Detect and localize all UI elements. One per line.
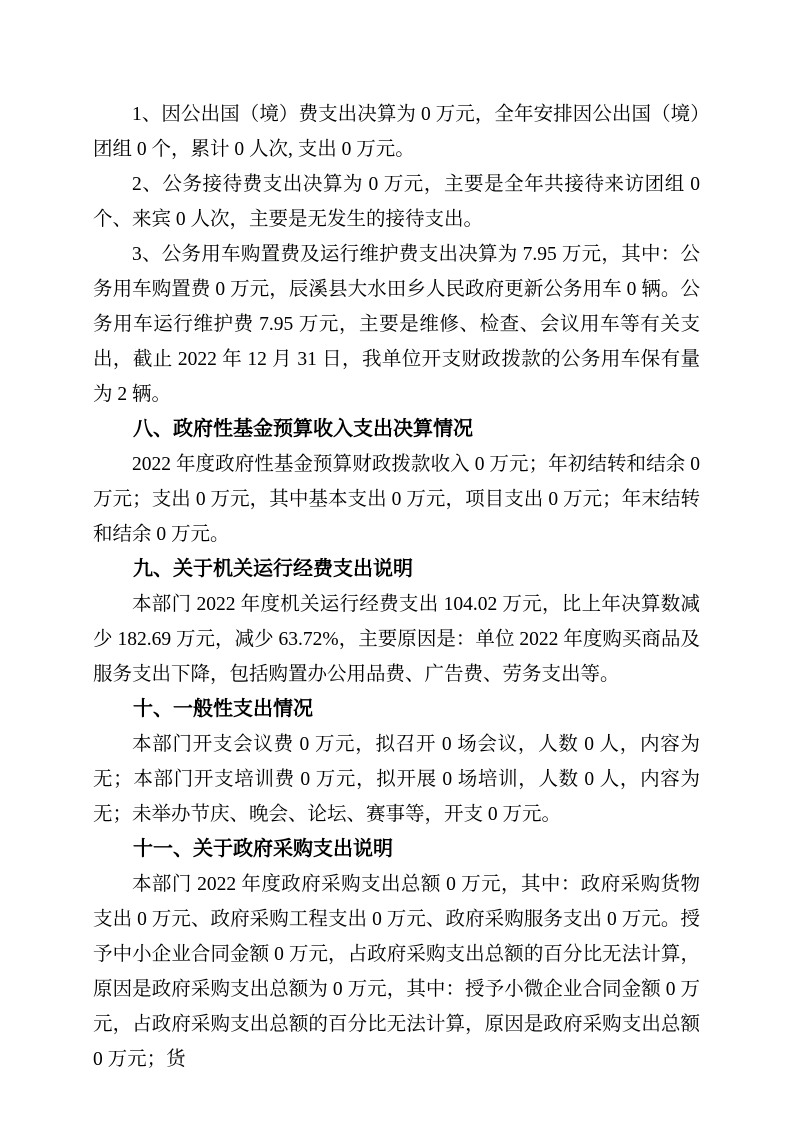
heading-section-10-general-expense: 十、一般性支出情况 xyxy=(133,698,313,720)
paragraph-official-vehicle-expense: 3、公务用车购置费及运行维护费支出决算为 7.95 万元，其中：公务用车购置费 0 万元，辰溪县大水田乡人民政府更新公务用车 0 辆。公务用车运行维护费 7.95 万元，主要是维修、检查、会议用车等有关支出，截止 2022 年 12 月 31 日，我单位开支财政拨款的公务用车保有量为 2 辆。 xyxy=(93,244,700,405)
heading-section-8-govt-fund-budget: 八、政府性基金预算收入支出决算情况 xyxy=(133,418,473,440)
heading-section-9-agency-operation-expense: 九、关于机关运行经费支出说明 xyxy=(133,558,413,580)
heading-section-11-govt-procurement: 十一、关于政府采购支出说明 xyxy=(133,838,393,860)
paragraph-official-reception-expense: 2、公务接待费支出决算为 0 万元，主要是全年共接待来访团组 0 个、来宾 0 人次，主要是无发生的接待支出。 xyxy=(93,174,700,230)
paragraph-govt-procurement-detail: 本部门 2022 年度政府采购支出总额 0 万元，其中：政府采购货物支出 0 万元、政府采购工程支出 0 万元、政府采购服务支出 0 万元。授予中小企业合同金额 0 万元，占政府采购支出总额的百分比无法计算，原因是政府采购支出总额为 0 万元，其中：授予小微企业合同金额 0 万元，占政府采购支出总额的百分比无法计算，原因是政府采购支出总额 0 万元；货 xyxy=(93,874,700,1070)
paragraph-agency-operation-expense-detail: 本部门 2022 年度机关运行经费支出 104.02 万元，比上年决算数减少 182.69 万元，减少 63.72%，主要原因是：单位 2022 年度购买商品及服务支出下降，包括购置办公用品费、广告费、劳务支出等。 xyxy=(93,594,700,685)
paragraph-general-expense-detail: 本部门开支会议费 0 万元，拟召开 0 场会议，人数 0 人，内容为无；本部门开支培训费 0 万元，拟开展 0 场培训，人数 0 人，内容为无；未举办节庆、晚会、论坛、赛事等，开支 0 万元。 xyxy=(93,734,700,825)
document-body xyxy=(93,97,700,1077)
paragraph-govt-fund-budget-detail: 2022 年度政府性基金预算财政拨款收入 0 万元；年初结转和结余 0 万元；支出 0 万元，其中基本支出 0 万元，项目支出 0 万元；年末结转和结余 0 万元。 xyxy=(93,454,700,545)
paragraph-overseas-travel-expense: 1、因公出国（境）费支出决算为 0 万元，全年安排因公出国（境）团组 0 个，累计 0 人次, 支出 0 万元。 xyxy=(93,104,700,160)
